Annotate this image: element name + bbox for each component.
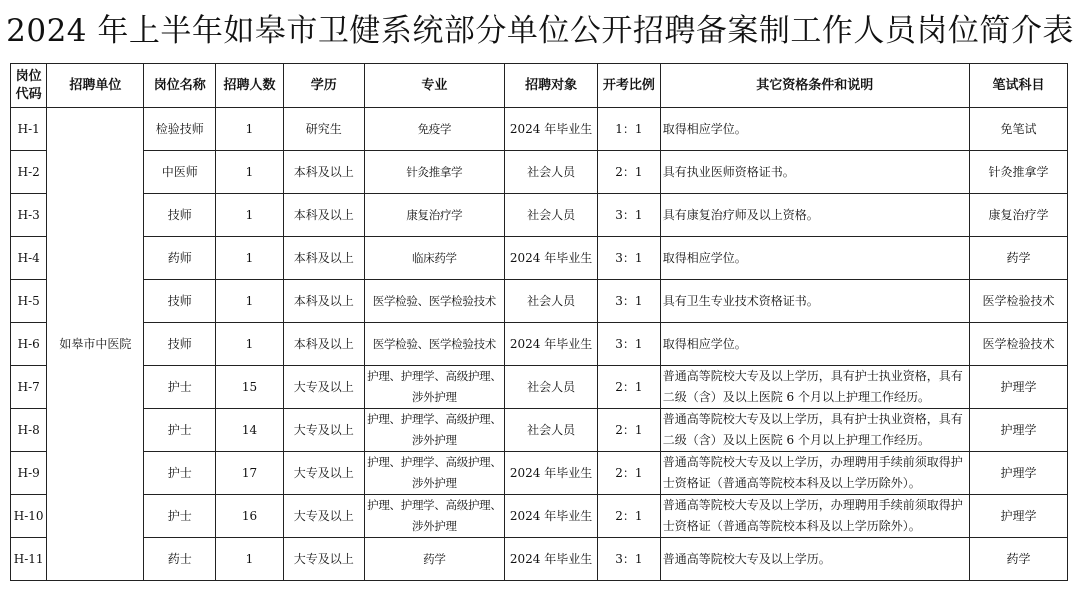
cell-exam: 护理学 [969, 409, 1067, 452]
cell-count: 14 [216, 409, 284, 452]
cell-count: 1 [216, 108, 284, 151]
cell-target: 社会人员 [505, 194, 598, 237]
cell-other: 取得相应学位。 [660, 323, 969, 366]
cell-target: 社会人员 [505, 409, 598, 452]
positions-table [10, 63, 1068, 581]
header-education: 学历 [283, 64, 364, 108]
cell-exam: 针灸推拿学 [969, 151, 1067, 194]
cell-education: 大专及以上 [283, 452, 364, 495]
cell-ratio: 2：1 [598, 495, 661, 538]
cell-ratio: 1：1 [598, 108, 661, 151]
cell-other: 普通高等院校大专及以上学历，具有护士执业资格，具有二级（含）及以上医院 6 个月以上护理工作经历。 [660, 366, 969, 409]
cell-target: 2024 年毕业生 [505, 452, 598, 495]
cell-position: 技师 [144, 280, 216, 323]
cell-education: 大专及以上 [283, 409, 364, 452]
cell-education: 本科及以上 [283, 151, 364, 194]
table-row [11, 452, 1068, 495]
cell-position: 技师 [144, 194, 216, 237]
cell-count: 17 [216, 452, 284, 495]
table-header-row [11, 64, 1068, 108]
header-code: 岗位代码 [11, 64, 47, 108]
cell-education: 本科及以上 [283, 237, 364, 280]
cell-ratio: 2：1 [598, 452, 661, 495]
cell-major: 护理、护理学、高级护理、涉外护理 [364, 495, 504, 538]
cell-target: 2024 年毕业生 [505, 108, 598, 151]
cell-code: H-8 [11, 409, 47, 452]
cell-count: 1 [216, 151, 284, 194]
table-row [11, 151, 1068, 194]
cell-other: 具有卫生专业技术资格证书。 [660, 280, 969, 323]
cell-code: H-10 [11, 495, 47, 538]
cell-major: 医学检验、医学检验技术 [364, 323, 504, 366]
cell-count: 1 [216, 237, 284, 280]
table-row [11, 495, 1068, 538]
cell-other: 普通高等院校大专及以上学历，具有护士执业资格，具有二级（含）及以上医院 6 个月以上护理工作经历。 [660, 409, 969, 452]
cell-major: 护理、护理学、高级护理、涉外护理 [364, 452, 504, 495]
cell-position: 护士 [144, 452, 216, 495]
cell-other: 具有康复治疗师及以上资格。 [660, 194, 969, 237]
cell-position: 药士 [144, 538, 216, 581]
cell-count: 1 [216, 280, 284, 323]
cell-code: H-6 [11, 323, 47, 366]
cell-exam: 医学检验技术 [969, 280, 1067, 323]
cell-major: 免疫学 [364, 108, 504, 151]
header-major: 专业 [364, 64, 504, 108]
cell-code: H-2 [11, 151, 47, 194]
cell-target: 2024 年毕业生 [505, 495, 598, 538]
cell-other: 取得相应学位。 [660, 108, 969, 151]
cell-ratio: 2：1 [598, 366, 661, 409]
cell-major: 针灸推拿学 [364, 151, 504, 194]
cell-code: H-7 [11, 366, 47, 409]
cell-education: 本科及以上 [283, 323, 364, 366]
cell-major: 康复治疗学 [364, 194, 504, 237]
header-unit: 招聘单位 [47, 64, 144, 108]
cell-position: 中医师 [144, 151, 216, 194]
cell-code: H-11 [11, 538, 47, 581]
cell-other: 具有执业医师资格证书。 [660, 151, 969, 194]
header-count: 招聘人数 [216, 64, 284, 108]
header-ratio: 开考比例 [598, 64, 661, 108]
cell-education: 本科及以上 [283, 194, 364, 237]
cell-position: 检验技师 [144, 108, 216, 151]
cell-code: H-1 [11, 108, 47, 151]
cell-target: 社会人员 [505, 366, 598, 409]
cell-count: 16 [216, 495, 284, 538]
table-row [11, 323, 1068, 366]
cell-exam: 药学 [969, 237, 1067, 280]
cell-ratio: 3：1 [598, 194, 661, 237]
cell-count: 1 [216, 194, 284, 237]
cell-major: 护理、护理学、高级护理、涉外护理 [364, 366, 504, 409]
table-row [11, 237, 1068, 280]
cell-education: 大专及以上 [283, 495, 364, 538]
table-body [11, 108, 1068, 581]
cell-position: 技师 [144, 323, 216, 366]
cell-exam: 免笔试 [969, 108, 1067, 151]
cell-position: 药师 [144, 237, 216, 280]
cell-education: 大专及以上 [283, 366, 364, 409]
cell-exam: 康复治疗学 [969, 194, 1067, 237]
table-row [11, 108, 1068, 151]
cell-target: 社会人员 [505, 151, 598, 194]
cell-education: 研究生 [283, 108, 364, 151]
cell-major: 药学 [364, 538, 504, 581]
cell-count: 1 [216, 538, 284, 581]
cell-ratio: 3：1 [598, 237, 661, 280]
cell-target: 2024 年毕业生 [505, 538, 598, 581]
cell-education: 大专及以上 [283, 538, 364, 581]
cell-exam: 护理学 [969, 366, 1067, 409]
cell-major: 临床药学 [364, 237, 504, 280]
header-other: 其它资格条件和说明 [660, 64, 969, 108]
cell-code: H-9 [11, 452, 47, 495]
cell-other: 普通高等院校大专及以上学历，办理聘用手续前须取得护士资格证（普通高等院校本科及以上学历除外）。 [660, 452, 969, 495]
cell-count: 1 [216, 323, 284, 366]
table-row [11, 409, 1068, 452]
cell-ratio: 3：1 [598, 538, 661, 581]
page-title: 2024 年上半年如皋市卫健系统部分单位公开招聘备案制工作人员岗位简介表 [6, 13, 1074, 49]
cell-other: 取得相应学位。 [660, 237, 969, 280]
cell-position: 护士 [144, 366, 216, 409]
cell-position: 护士 [144, 495, 216, 538]
cell-education: 本科及以上 [283, 280, 364, 323]
table-row [11, 538, 1068, 581]
header-target: 招聘对象 [505, 64, 598, 108]
cell-ratio: 2：1 [598, 409, 661, 452]
header-exam: 笔试科目 [969, 64, 1067, 108]
cell-code: H-5 [11, 280, 47, 323]
cell-exam: 护理学 [969, 495, 1067, 538]
cell-major: 护理、护理学、高级护理、涉外护理 [364, 409, 504, 452]
cell-major: 医学检验、医学检验技术 [364, 280, 504, 323]
cell-target: 2024 年毕业生 [505, 237, 598, 280]
cell-target: 社会人员 [505, 280, 598, 323]
cell-target: 2024 年毕业生 [505, 323, 598, 366]
cell-other: 普通高等院校大专及以上学历，办理聘用手续前须取得护士资格证（普通高等院校本科及以上学历除外）。 [660, 495, 969, 538]
cell-other: 普通高等院校大专及以上学历。 [660, 538, 969, 581]
cell-count: 15 [216, 366, 284, 409]
table-row [11, 366, 1068, 409]
cell-exam: 护理学 [969, 452, 1067, 495]
cell-code: H-3 [11, 194, 47, 237]
cell-ratio: 2：1 [598, 151, 661, 194]
cell-code: H-4 [11, 237, 47, 280]
cell-unit: 如皋市中医院 [47, 108, 144, 581]
cell-position: 护士 [144, 409, 216, 452]
cell-exam: 药学 [969, 538, 1067, 581]
cell-ratio: 3：1 [598, 323, 661, 366]
table-row [11, 194, 1068, 237]
table-row [11, 280, 1068, 323]
cell-exam: 医学检验技术 [969, 323, 1067, 366]
cell-ratio: 3：1 [598, 280, 661, 323]
header-position: 岗位名称 [144, 64, 216, 108]
